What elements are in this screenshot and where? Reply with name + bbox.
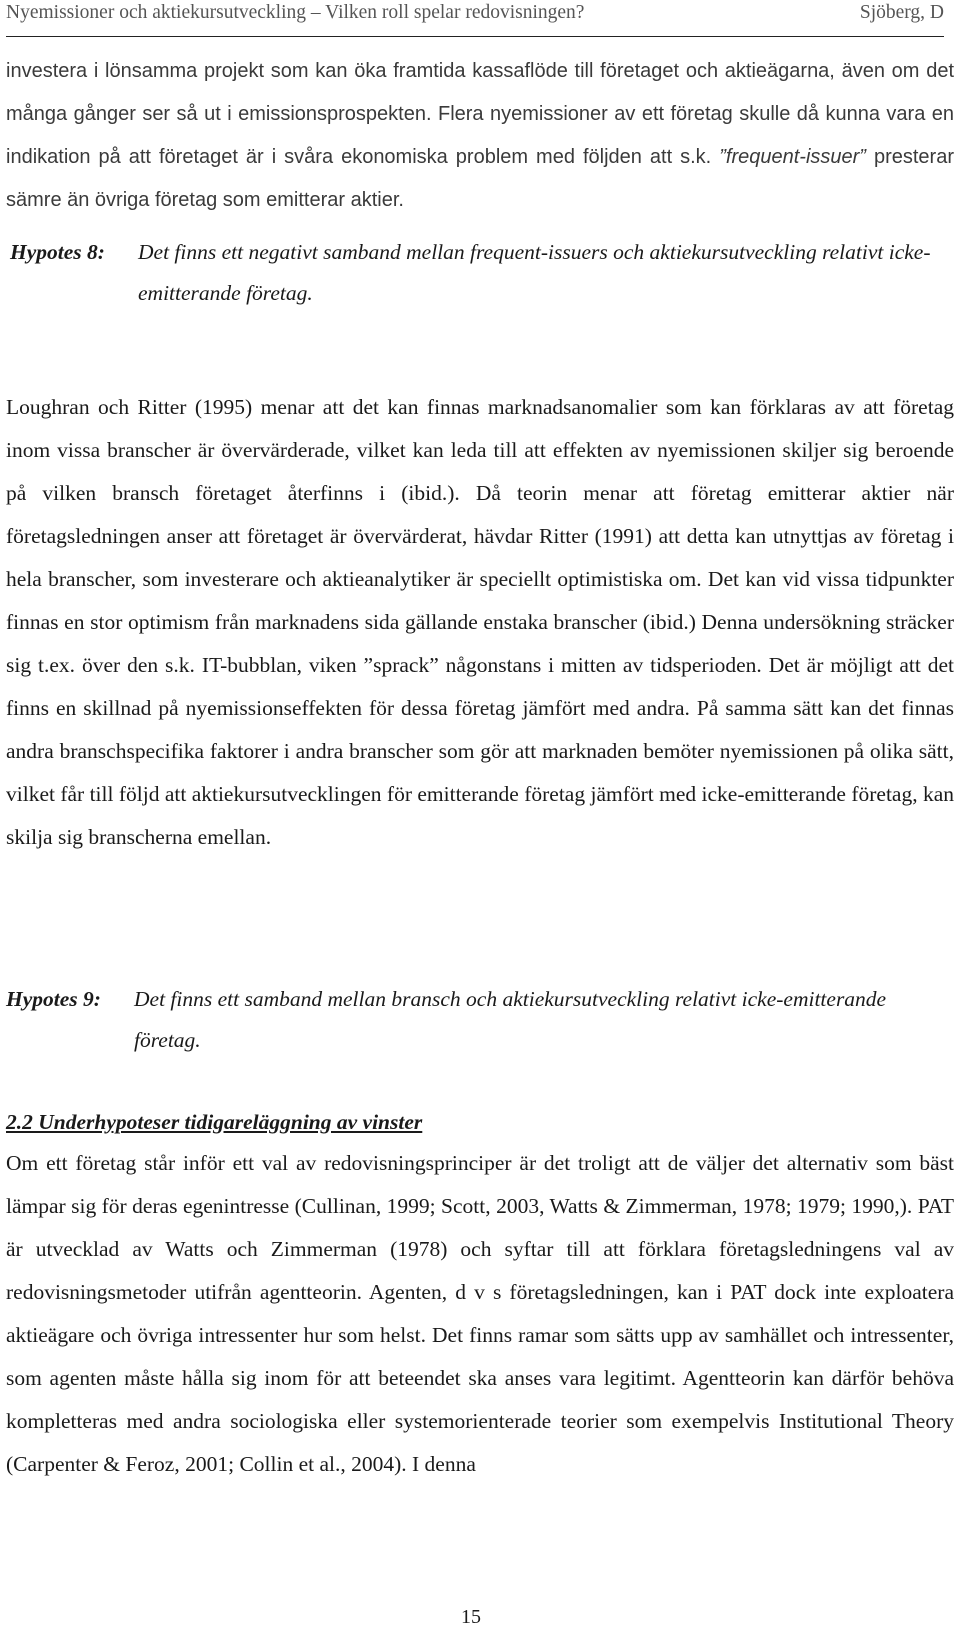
paragraph-frequent-issuer [6,50,954,222]
paragraph-text-after: presterar sämre än övriga företag som emitterar aktier. [6,146,954,211]
header-title: Nyemissioner och aktiekursutveckling – Vilken roll spelar redovisningen? [6,2,585,23]
paragraph-pat-theory: Om ett företag står inför ett val av redovisningsprinciper är det troligt att de väljer det alternativ som bäst lämpar sig för deras egenintresse (Cullinan, 1999; Scott, 2003, Watts & Zimmerman, 1978; 1979; 1990,). PAT är utvecklad av Watts och Zimmerman (1978) och syftar till att förklara företagsledningens val av redovisningsmetoder utifrån agentteorin. Agenten, d v s företagsledningen, kan i PAT dock inte exploatera aktieägare och övriga intressenter hur som helst. Det finns ramar som sätts upp av samhället och intressenter, som agenten måste hålla sig inom för att beteendet ska anses vara legitimt. Agentteorin kan därför behöva kompletteras med andra sociologiska eller systemorienterade teorier som exempelvis Institutional Theory (Carpenter & Feroz, 2001; Collin et al., 2004). I denna [6,1151,954,1476]
hypothesis-8-text: Det finns ett negativt samband mellan frequent-issuers och aktiekursutveckling relativt icke-emitterande företag. [138,240,931,305]
paragraph-industry-anomalies: Loughran och Ritter (1995) menar att det kan finnas marknadsanomalier som kan förklaras av att företag inom vissa branscher är övervärderade, vilket kan leda till att effekten av nyemissionen skiljer sig beroende på vilken bransch företaget återfinns i (ibid.). Då teorin menar att företag emitterar aktier när företagsledningen anser att företaget är övervärderat, hävdar Ritter (1991) att detta kan utnyttjas av företag i hela branscher, som investerare och aktieanalytiker är speciellt optimistiska om. Det kan vid vissa tidpunkter finnas en stor optimism från marknadens sida gällande enstaka branscher (ibid.) Denna undersökning sträcker sig t.ex. över den s.k. IT-bubblan, viken ”sprack” någonstans i mitten av tidsperioden. Det är möjligt att det finns en skillnad på nyemissionseffekten för dessa företag jämfört med andra. På samma sätt kan det finnas andra branschspecifika faktorer i andra branscher som gör att marknaden bemöter nyemissionen på olika sätt, vilket får till följd att aktiekursutvecklingen för emitterande företag jämfört med icke-emitterande företag, kan skilja sig branscherna emellan. [6,395,955,849]
page-number: 15 [461,1606,481,1628]
header-author: Sjöberg, D [859,2,944,23]
paragraph-text-before: investera i lönsamma projekt som kan öka framtida kassaflöde till företaget och aktieägarna, även om det många gånger ser så ut i emissionsprospekten. Flera nyemissioner av ett företag skulle då kunna vara en indikation på att företaget är i svåra ekonomiska problem med följden att s.k. [6,60,954,168]
term-frequent-issuer: ”frequent-issuer” [719,146,866,168]
running-header [6,0,944,37]
hypothesis-9-label: Hypotes 9: [6,987,101,1011]
section-heading: 2.2 Underhypoteser tidigareläggning av vinster [6,1110,423,1134]
hypothesis-8-label: Hypotes 8: [10,240,105,264]
hypothesis-9-text: Det finns ett samband mellan bransch och aktiekursutveckling relativt icke-emitterande företag. [134,987,887,1052]
